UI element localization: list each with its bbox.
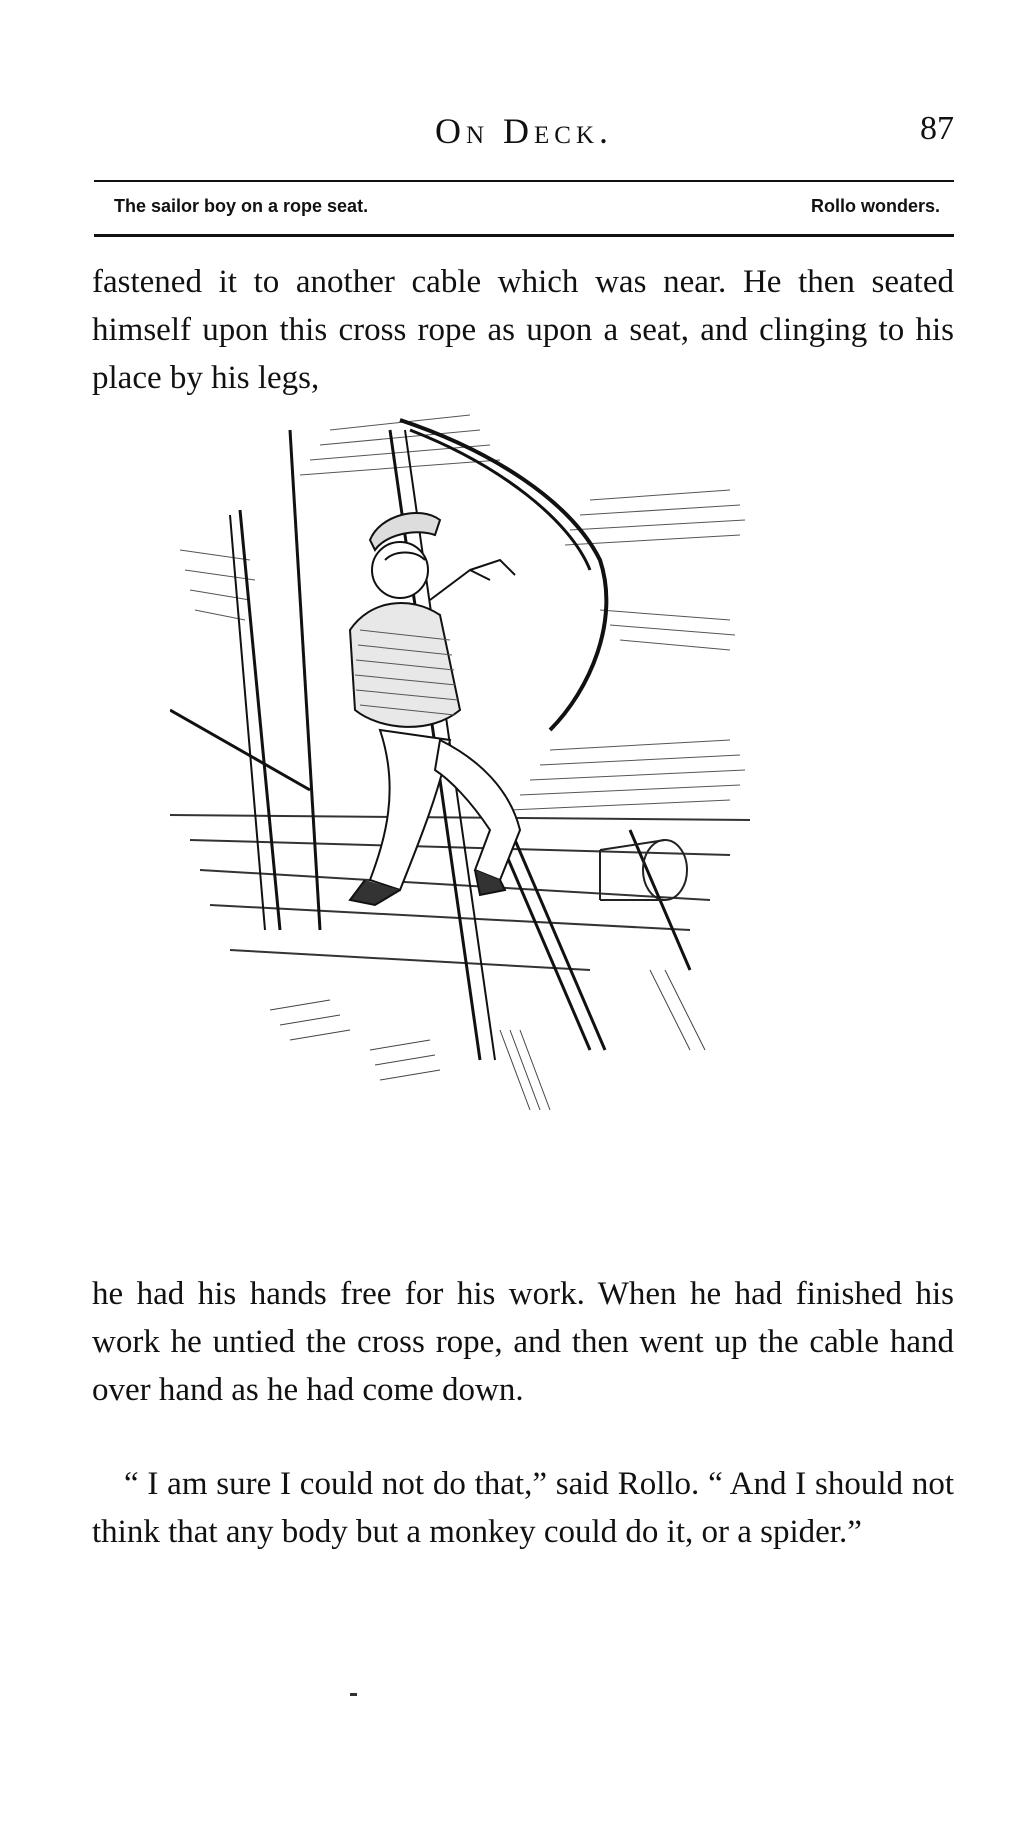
running-title: On Deck. [434,111,614,151]
body-paragraph-3: “ I am sure I could not do that,” said Rollo. “ And I should not think that any body but a monkey could do it, or a spider.” [92,1466,954,1550]
sidenote-right: Rollo wonders. [810,196,940,216]
stray-ink-mark [350,1693,357,1696]
body-paragraph-2: he had his hands free for his work. When he had finished his work he untied the cross rope, and then went up the cable hand over hand as he had come down. [92,1276,954,1408]
foreground-hatching [270,970,705,1110]
sky-hatching [180,415,745,810]
bollard [600,840,687,900]
header-rule-bottom [94,234,954,237]
header-rule-top [94,180,954,182]
page-header [94,110,954,158]
sailor-illustration [170,410,870,1270]
sidenote-left: The sailor boy on a rope seat. [114,196,369,216]
page-number: 87 [920,110,954,147]
body-paragraph-1: fastened it to another cable which was near. He then seated himself upon this cross rope as upon a seat, and clinging to his place by his legs, [92,264,954,396]
